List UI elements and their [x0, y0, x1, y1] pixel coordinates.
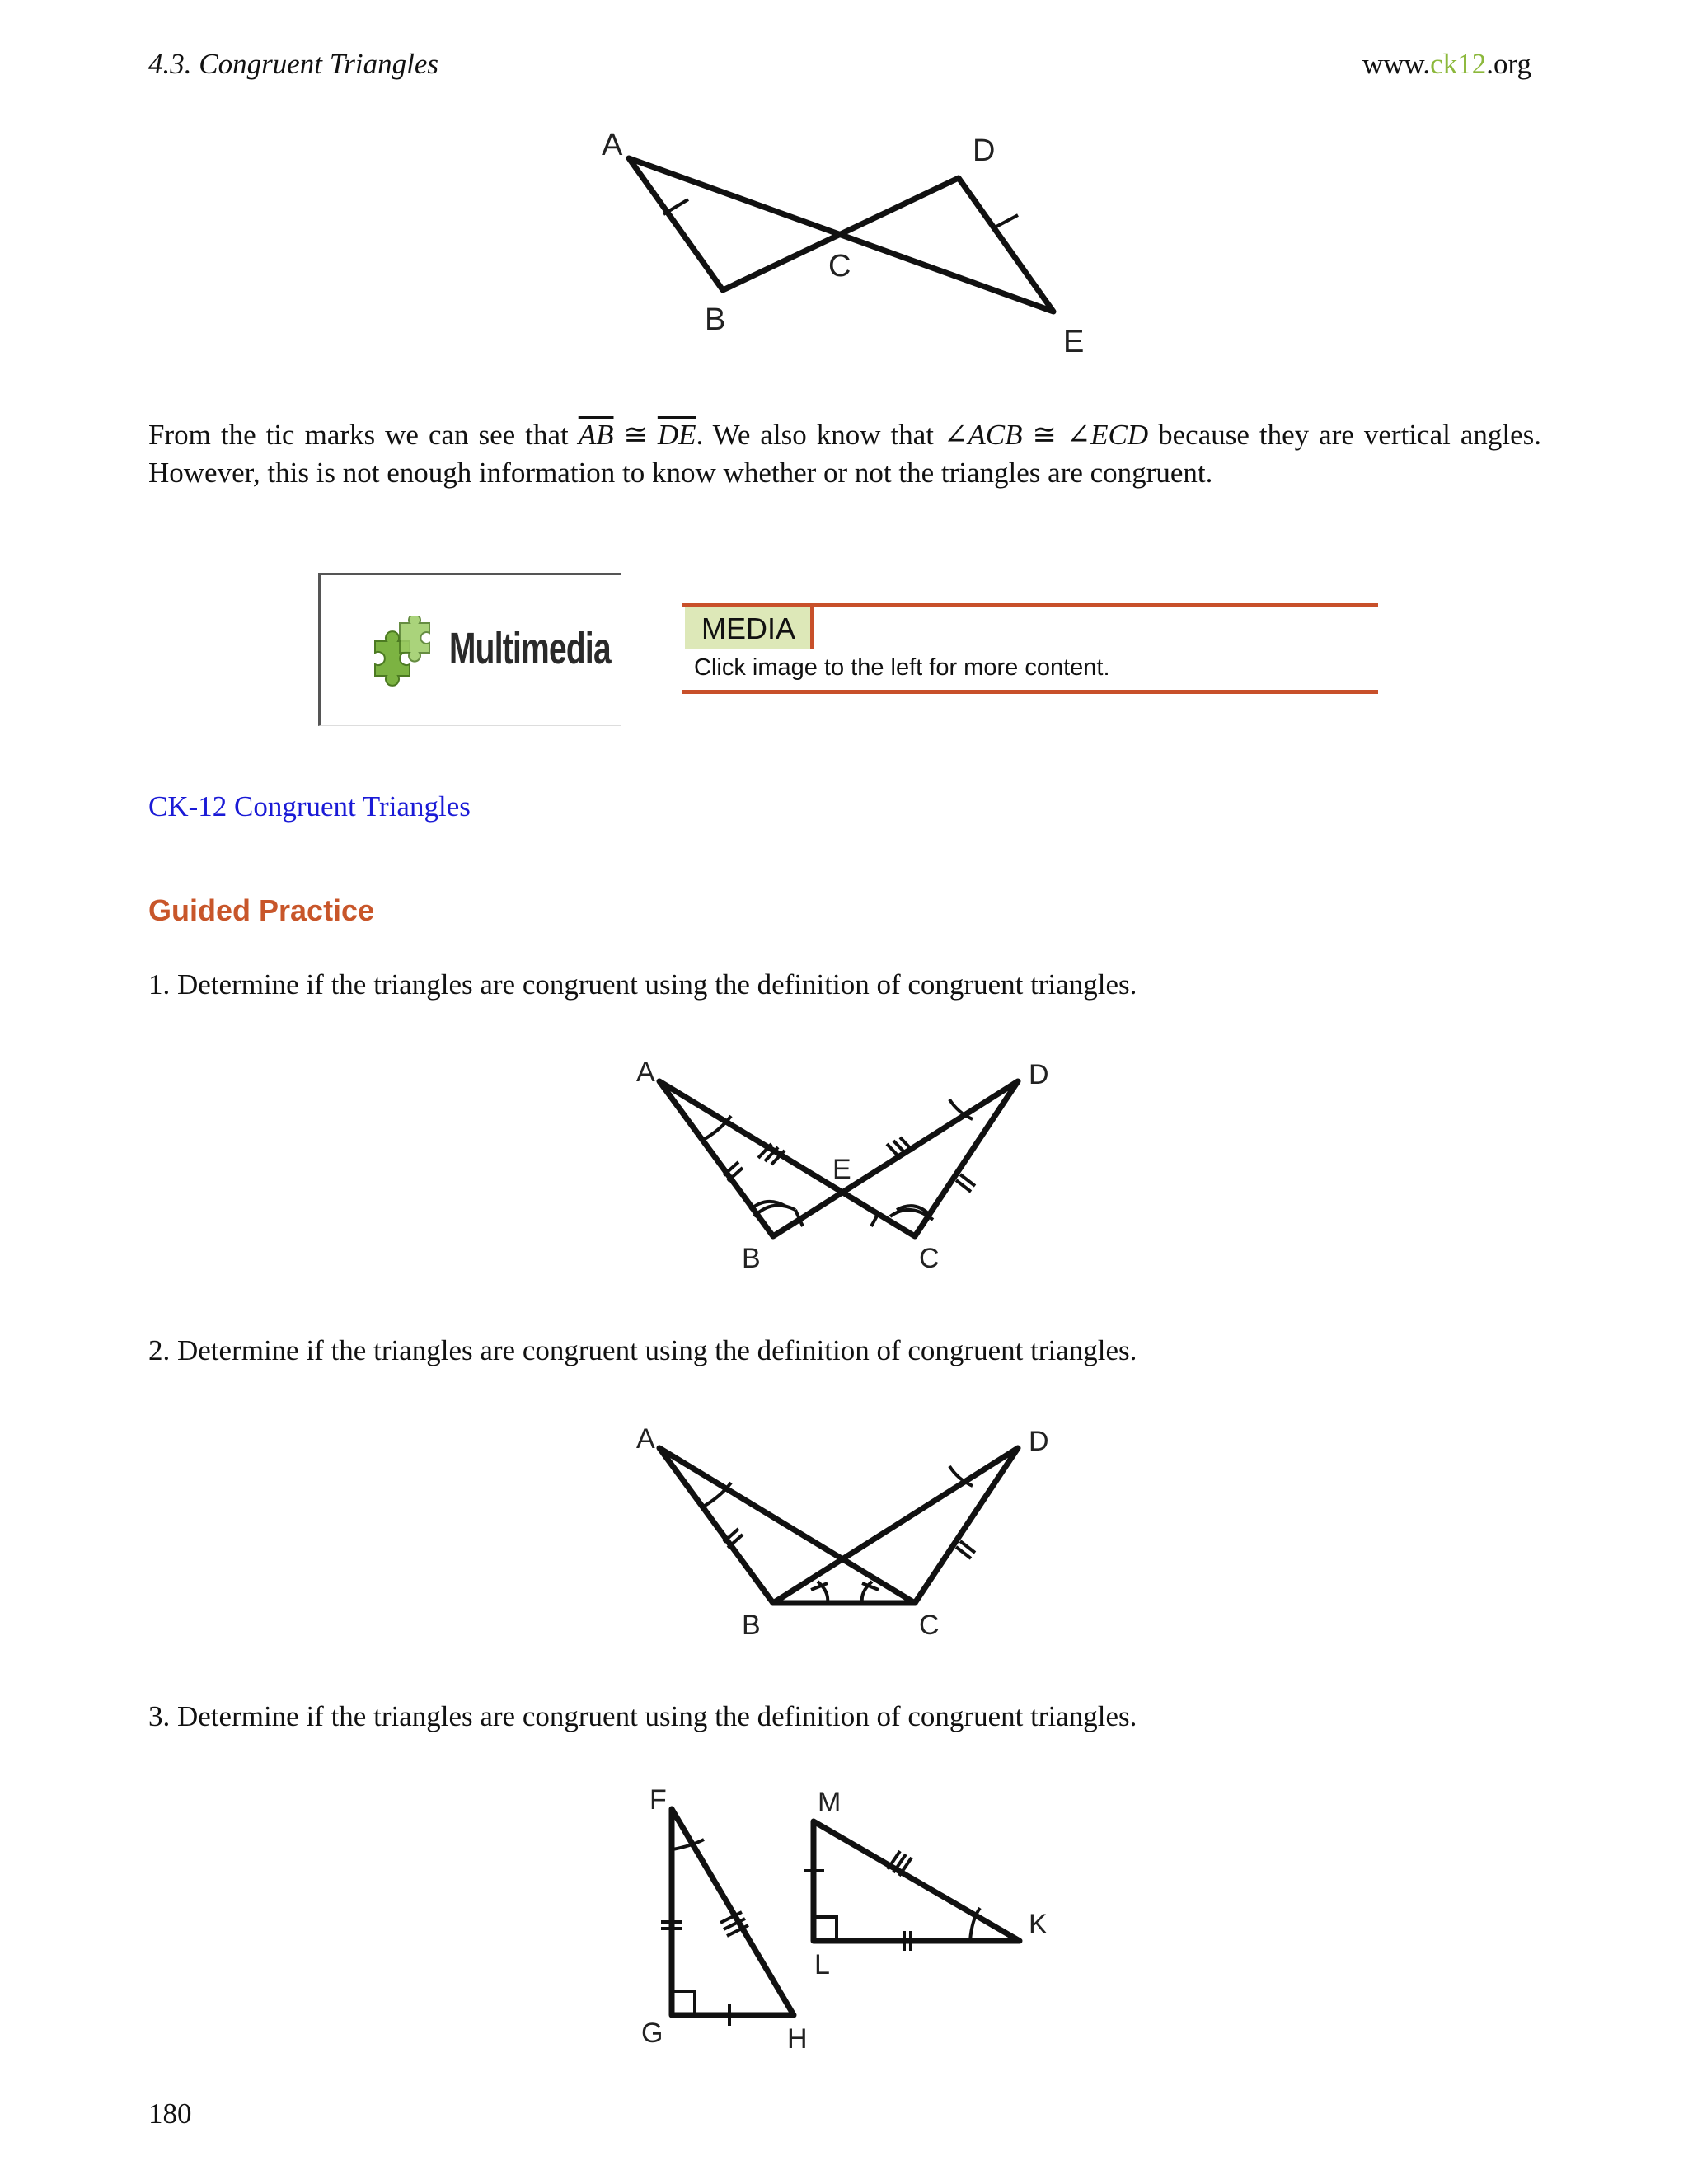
question-3: 3. Determine if the triangles are congruent using the definition of congruent triangles.	[148, 1700, 1137, 1732]
label-d: D	[1029, 1059, 1049, 1090]
section-title: 4.3. Congruent Triangles	[148, 48, 438, 80]
label-b: B	[705, 302, 726, 337]
label-e: E	[1063, 325, 1085, 359]
label-b: B	[742, 1610, 761, 1641]
paragraph-text-1: From the tic marks we can see that	[148, 419, 579, 451]
media-bottom-rule	[682, 690, 1378, 694]
multimedia-thumbnail[interactable]	[318, 573, 621, 726]
question-2: 2. Determine if the triangles are congruent using the definition of congruent triangles.	[148, 1334, 1137, 1366]
label-d: D	[1029, 1426, 1049, 1457]
question-1-figure	[626, 1047, 1071, 1286]
label-k: K	[1029, 1909, 1048, 1940]
media-tag: MEDIA	[685, 607, 814, 649]
label-c: C	[919, 1610, 940, 1641]
congruent-symbol-1: ≅	[613, 419, 658, 451]
label-a: A	[636, 1057, 655, 1088]
congruent-symbol-2: ≅	[1022, 419, 1067, 451]
segment-de: $\overline{DE}$	[657, 419, 696, 451]
question-3-figure	[626, 1780, 1071, 2060]
media-callout	[682, 603, 1378, 694]
angle-acb: ∠ACB	[944, 419, 1023, 451]
question-2-figure	[626, 1413, 1071, 1652]
label-g: G	[641, 2018, 663, 2049]
paragraph-text-3: because they are vertical angles. However, this is not enough information to know whether or not the triangles are congruent.	[148, 419, 1542, 489]
label-a: A	[636, 1423, 655, 1455]
label-l: L	[814, 1949, 830, 1980]
site-url	[1362, 48, 1531, 81]
intro-triangles-figure	[577, 124, 1104, 371]
label-h: H	[787, 2023, 808, 2055]
question-1: 1. Determine if the triangles are congruent using the definition of congruent triangles.	[148, 968, 1137, 1001]
intro-paragraph	[148, 416, 1541, 492]
site-url-brand: ck12	[1430, 48, 1487, 80]
label-m: M	[818, 1787, 842, 1818]
guided-practice-heading: Guided Practice	[148, 893, 375, 927]
site-url-prefix: www.	[1362, 48, 1431, 80]
label-f: F	[649, 1784, 667, 1816]
angle-ecd: ∠ECD	[1066, 419, 1149, 451]
label-d: D	[973, 134, 996, 168]
site-url-suffix: .org	[1486, 48, 1531, 80]
label-b: B	[742, 1243, 761, 1274]
label-c: C	[828, 249, 851, 284]
media-caption: Click image to the left for more content.	[694, 654, 1110, 681]
label-e: E	[832, 1154, 851, 1185]
segment-ab: $\overline{AB}$	[578, 419, 614, 451]
page-number: 180	[148, 2097, 192, 2130]
paragraph-text-2: . We also know that	[696, 419, 945, 451]
puzzle-icon	[367, 616, 438, 687]
label-a: A	[602, 128, 623, 162]
label-c: C	[919, 1243, 940, 1274]
ck12-congruent-triangles-link[interactable]: CK-12 Congruent Triangles	[148, 790, 471, 823]
multimedia-label: Multimedia	[449, 624, 611, 673]
